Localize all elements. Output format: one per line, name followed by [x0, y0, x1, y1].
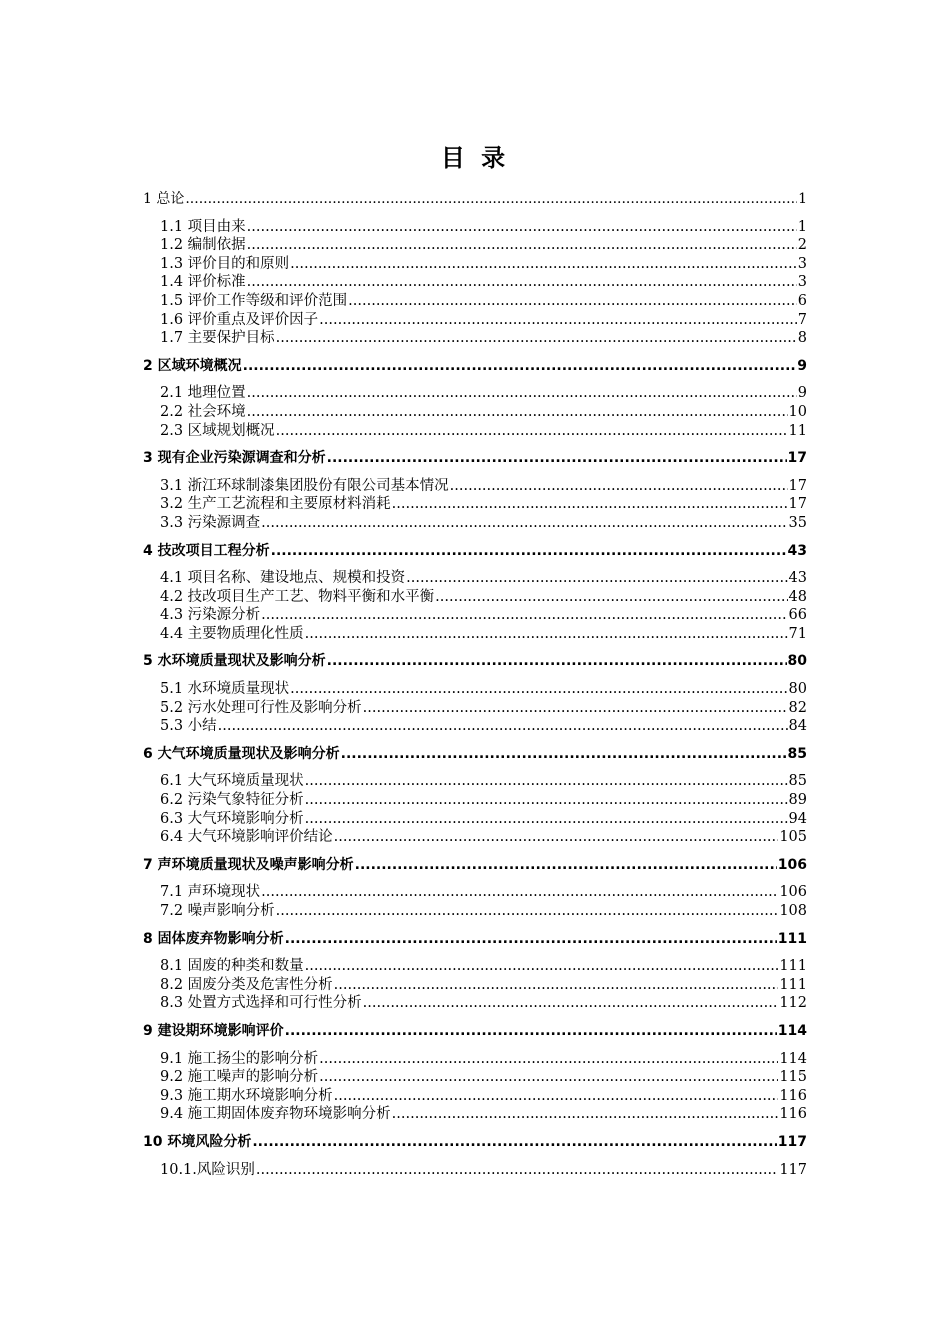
toc-dot-leader — [305, 625, 788, 644]
toc-dot-leader — [319, 1068, 778, 1087]
toc-page-number: 71 — [788, 625, 807, 642]
toc-entry-label: 1.3 评价目的和原则 — [160, 255, 290, 272]
toc-dot-leader — [290, 680, 787, 699]
toc-entry-label: 6 大气环境质量现状及影响分析 — [143, 745, 340, 762]
toc-page-number: 108 — [779, 903, 807, 919]
toc-section-row[interactable] — [143, 828, 807, 847]
toc-section-row[interactable] — [143, 902, 807, 921]
toc-dot-leader — [334, 828, 779, 847]
toc-dot-leader — [185, 190, 797, 209]
toc-entry-label: 1 总论 — [143, 191, 185, 207]
toc-page-number: 85 — [787, 745, 807, 762]
toc-page-number: 17 — [788, 477, 807, 494]
toc-page-number: 111 — [779, 976, 807, 993]
toc-dot-leader — [363, 699, 788, 718]
toc-page-number: 84 — [788, 718, 807, 735]
toc-entry-label: 6.2 污染气象特征分析 — [160, 792, 304, 809]
toc-section-row[interactable] — [143, 957, 807, 976]
toc-entry-label: 4.1 项目名称、建设地点、规模和投资 — [160, 570, 406, 587]
toc-entry-label: 3.1 浙江环球制漆集团股份有限公司基本情况 — [160, 477, 449, 494]
toc-dot-leader — [341, 745, 787, 764]
toc-section-row[interactable] — [143, 717, 807, 736]
toc-entry-label: 4.2 技改项目生产工艺、物料平衡和水平衡 — [160, 588, 435, 605]
toc-entry-label: 2.2 社会环境 — [160, 403, 246, 420]
toc-section-row[interactable] — [143, 403, 807, 422]
toc-dot-leader — [406, 569, 787, 588]
toc-entry-label: 6.4 大气环境影响评价结论 — [160, 829, 333, 846]
toc-entry-label: 7.1 声环境现状 — [160, 884, 261, 901]
toc-page-number: 89 — [788, 792, 807, 809]
toc-section-row[interactable] — [143, 273, 807, 292]
toc-section-row[interactable] — [143, 292, 807, 311]
table-of-contents — [143, 190, 807, 1179]
toc-dot-leader — [276, 422, 788, 441]
toc-dot-leader — [305, 810, 788, 829]
toc-entry-label: 9.4 施工期固体废弃物环境影响分析 — [160, 1106, 391, 1123]
toc-entry-label: 8.1 固废的种类和数量 — [160, 958, 304, 975]
toc-page-number: 82 — [788, 699, 807, 716]
toc-section-row[interactable] — [143, 1068, 807, 1087]
toc-section-row[interactable] — [143, 994, 807, 1013]
toc-dot-leader — [261, 606, 787, 625]
toc-page-number: 80 — [788, 681, 807, 698]
toc-section-row[interactable] — [143, 625, 807, 644]
toc-dot-leader — [305, 791, 788, 810]
toc-title: 目 录 — [440, 144, 510, 172]
toc-page-number: 117 — [779, 1161, 807, 1178]
toc-entry-label: 1.5 评价工作等级和评价范围 — [160, 292, 348, 309]
toc-page-number: 2 — [797, 237, 807, 254]
toc-section-row[interactable] — [143, 514, 807, 533]
toc-entry-label: 3.2 生产工艺流程和主要原材料消耗 — [160, 496, 391, 513]
toc-entry-label: 4 技改项目工程分析 — [143, 542, 270, 559]
toc-page-number: 7 — [797, 311, 807, 328]
toc-page-number: 116 — [779, 1106, 807, 1123]
toc-page-number: 111 — [777, 930, 807, 947]
toc-entry-label: 9.1 施工扬尘的影响分析 — [160, 1050, 319, 1067]
toc-dot-leader — [305, 957, 779, 976]
toc-dot-leader — [261, 883, 778, 902]
toc-page-number: 105 — [779, 829, 807, 846]
toc-dot-leader — [256, 1161, 778, 1180]
toc-section-row[interactable] — [143, 1050, 807, 1069]
toc-section-row[interactable] — [143, 810, 807, 829]
toc-chapter-row[interactable] — [143, 190, 807, 209]
toc-dot-leader — [247, 236, 797, 255]
toc-chapter-row[interactable] — [143, 449, 807, 468]
toc-section-row[interactable] — [143, 883, 807, 902]
toc-entry-label: 2 区域环境概况 — [143, 357, 242, 374]
toc-chapter-row[interactable] — [143, 542, 807, 561]
toc-entry-label: 2.3 区域规划概况 — [160, 422, 275, 439]
toc-entry-label: 8 固体废弃物影响分析 — [143, 930, 284, 947]
toc-entry-label: 7 声环境质量现状及噪声影响分析 — [143, 856, 354, 873]
toc-dot-leader — [355, 856, 777, 875]
toc-section-row[interactable] — [143, 606, 807, 625]
toc-section-row[interactable] — [143, 218, 807, 237]
toc-page-number: 3 — [797, 274, 807, 291]
toc-dot-leader — [247, 403, 788, 422]
toc-entry-label: 5 水环境质量现状及影响分析 — [143, 653, 326, 670]
toc-section-row[interactable] — [143, 384, 807, 403]
toc-entry-label: 6.1 大气环境质量现状 — [160, 773, 304, 790]
toc-entry-label: 9.2 施工噪声的影响分析 — [160, 1069, 319, 1086]
toc-dot-leader — [247, 218, 797, 237]
toc-page-number: 17 — [787, 450, 807, 467]
toc-dot-leader — [285, 1022, 777, 1041]
toc-dot-leader — [271, 542, 787, 561]
toc-page-number: 66 — [788, 607, 807, 624]
toc-page-number: 10 — [788, 403, 807, 420]
toc-dot-leader — [327, 652, 787, 671]
toc-entry-label: 4.3 污染源分析 — [160, 607, 261, 624]
toc-section-row[interactable] — [143, 329, 807, 348]
toc-chapter-row[interactable] — [143, 745, 807, 764]
toc-entry-label: 1.7 主要保护目标 — [160, 330, 275, 347]
toc-entry-label: 1.1 项目由来 — [160, 218, 246, 235]
toc-section-row[interactable] — [143, 255, 807, 274]
toc-chapter-row[interactable] — [143, 1022, 807, 1041]
toc-entry-label: 8.2 固废分类及危害性分析 — [160, 976, 333, 993]
toc-page-number: 112 — [779, 995, 807, 1012]
toc-entry-label: 7.2 噪声影响分析 — [160, 903, 275, 919]
toc-entry-label: 10 环境风险分析 — [143, 1133, 252, 1150]
toc-dot-leader — [247, 273, 797, 292]
toc-dot-leader — [285, 930, 777, 949]
toc-dot-leader — [218, 717, 788, 736]
toc-chapter-row[interactable] — [143, 357, 807, 376]
toc-dot-leader — [319, 1050, 778, 1069]
toc-entry-label: 8.3 处置方式选择和可行性分析 — [160, 995, 362, 1012]
toc-dot-leader — [247, 384, 797, 403]
toc-page-number: 8 — [797, 330, 807, 347]
toc-page-number: 117 — [777, 1133, 807, 1150]
toc-page-number: 48 — [788, 588, 807, 605]
toc-section-row[interactable] — [143, 791, 807, 810]
toc-dot-leader — [261, 514, 787, 533]
toc-page-number: 11 — [788, 422, 807, 439]
toc-section-row[interactable] — [143, 495, 807, 514]
toc-entry-label: 4.4 主要物质理化性质 — [160, 625, 304, 642]
toc-dot-leader — [392, 495, 788, 514]
toc-chapter-row[interactable] — [143, 652, 807, 671]
toc-chapter-row[interactable] — [143, 1133, 807, 1152]
toc-section-row[interactable] — [143, 1161, 807, 1180]
toc-section-row[interactable] — [143, 772, 807, 791]
toc-dot-leader — [305, 772, 788, 791]
toc-section-row[interactable] — [143, 1105, 807, 1124]
toc-page-number: 6 — [797, 292, 807, 309]
toc-dot-leader — [363, 994, 779, 1013]
toc-chapter-row[interactable] — [143, 856, 807, 875]
toc-page-number: 1 — [797, 218, 807, 235]
toc-entry-label: 5.2 污水处理可行性及影响分析 — [160, 699, 362, 716]
toc-page-number: 80 — [787, 653, 807, 670]
toc-entry-label: 3.3 污染源调查 — [160, 514, 261, 531]
toc-entry-label: 1.6 评价重点及评价因子 — [160, 311, 319, 328]
toc-dot-leader — [450, 477, 788, 496]
toc-dot-leader — [243, 357, 797, 376]
toc-entry-label: 1.4 评价标准 — [160, 274, 246, 291]
toc-dot-leader — [290, 255, 797, 274]
toc-entry-label: 10.1.风险识别 — [160, 1161, 255, 1178]
toc-entry-label: 3 现有企业污染源调查和分析 — [143, 450, 326, 467]
toc-section-row[interactable] — [143, 1087, 807, 1106]
toc-dot-leader — [348, 292, 797, 311]
toc-section-row[interactable] — [143, 680, 807, 699]
toc-dot-leader — [334, 1087, 779, 1106]
toc-dot-leader — [435, 588, 787, 607]
toc-page-number: 1 — [798, 191, 807, 207]
toc-dot-leader — [334, 976, 779, 995]
toc-entry-label: 9.3 施工期水环境影响分析 — [160, 1087, 333, 1104]
toc-page-number: 114 — [777, 1022, 807, 1039]
toc-dot-leader — [276, 902, 779, 921]
toc-page-number: 35 — [788, 514, 807, 531]
toc-entry-label: 9 建设期环境影响评价 — [143, 1022, 284, 1039]
toc-section-row[interactable] — [143, 976, 807, 995]
toc-entry-label: 5.3 小结 — [160, 718, 217, 735]
toc-entry-label: 5.1 水环境质量现状 — [160, 681, 290, 698]
toc-section-row[interactable] — [143, 477, 807, 496]
toc-dot-leader — [276, 329, 797, 348]
toc-page-number: 85 — [788, 773, 807, 790]
toc-page-number: 111 — [779, 958, 807, 975]
toc-page-number: 3 — [797, 255, 807, 272]
toc-page-number: 106 — [779, 884, 807, 901]
toc-page-number: 116 — [779, 1087, 807, 1104]
toc-section-row[interactable] — [143, 588, 807, 607]
toc-dot-leader — [392, 1105, 779, 1124]
toc-dot-leader — [252, 1133, 776, 1152]
toc-page-number: 94 — [788, 810, 807, 827]
toc-dot-leader — [327, 449, 787, 468]
toc-page-number: 115 — [779, 1069, 807, 1086]
toc-section-row[interactable] — [143, 699, 807, 718]
toc-section-row[interactable] — [143, 311, 807, 330]
toc-dot-leader — [319, 311, 797, 330]
toc-page-number: 43 — [788, 570, 807, 587]
toc-section-row[interactable] — [143, 569, 807, 588]
toc-page-number: 9 — [797, 357, 807, 374]
toc-chapter-row[interactable] — [143, 930, 807, 949]
toc-page-number: 17 — [788, 496, 807, 513]
toc-entry-label: 2.1 地理位置 — [160, 385, 246, 402]
toc-section-row[interactable] — [143, 422, 807, 441]
toc-entry-label: 6.3 大气环境影响分析 — [160, 810, 304, 827]
toc-page-number: 106 — [777, 856, 807, 873]
toc-section-row[interactable] — [143, 236, 807, 255]
toc-entry-label: 1.2 编制依据 — [160, 237, 246, 254]
toc-page-number: 9 — [797, 385, 807, 402]
toc-page-number: 114 — [779, 1050, 807, 1067]
toc-page-number: 43 — [787, 542, 807, 559]
